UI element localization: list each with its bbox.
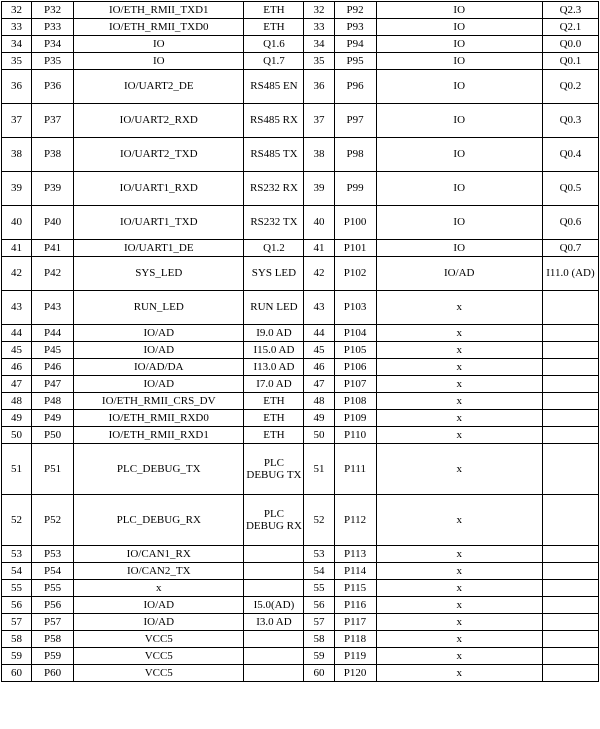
row-no-left: 35	[2, 53, 32, 70]
row-signal-right	[542, 648, 598, 665]
row-pin-left: P59	[32, 648, 74, 665]
table-row	[2, 359, 599, 376]
row-function-left: IO/CAN2_TX	[74, 563, 244, 580]
row-function-right: IO	[376, 206, 542, 240]
row-signal-right	[542, 546, 598, 563]
row-signal-left: I3.0 AD	[244, 614, 304, 631]
table-row	[2, 648, 599, 665]
row-pin-right: P109	[334, 410, 376, 427]
row-no-right: 44	[304, 325, 334, 342]
row-signal-right: Q0.7	[542, 240, 598, 257]
row-function-right: IO	[376, 36, 542, 53]
table-body	[2, 2, 599, 682]
table-row	[2, 427, 599, 444]
row-signal-right	[542, 325, 598, 342]
table-row	[2, 138, 599, 172]
row-signal-right: I11.0 (AD)	[542, 257, 598, 291]
row-function-right: x	[376, 648, 542, 665]
row-function-right: IO	[376, 104, 542, 138]
row-no-right: 51	[304, 444, 334, 495]
row-pin-right: P98	[334, 138, 376, 172]
row-pin-left: P38	[32, 138, 74, 172]
row-function-left: IO/UART2_DE	[74, 70, 244, 104]
row-function-right: x	[376, 359, 542, 376]
row-pin-right: P103	[334, 291, 376, 325]
row-pin-right: P105	[334, 342, 376, 359]
row-signal-right	[542, 580, 598, 597]
row-pin-right: P117	[334, 614, 376, 631]
row-function-right: x	[376, 393, 542, 410]
row-function-right: IO	[376, 240, 542, 257]
row-pin-left: P45	[32, 342, 74, 359]
row-function-right: x	[376, 376, 542, 393]
row-pin-left: P51	[32, 444, 74, 495]
row-function-left: IO/AD	[74, 376, 244, 393]
row-no-right: 55	[304, 580, 334, 597]
table-row	[2, 70, 599, 104]
row-signal-right	[542, 427, 598, 444]
table-row	[2, 410, 599, 427]
row-signal-left: RS232 RX	[244, 172, 304, 206]
row-pin-right: P111	[334, 444, 376, 495]
row-function-right: x	[376, 665, 542, 682]
row-pin-left: P50	[32, 427, 74, 444]
row-signal-left: Q1.7	[244, 53, 304, 70]
row-signal-left	[244, 563, 304, 580]
row-pin-right: P120	[334, 665, 376, 682]
row-no-left: 46	[2, 359, 32, 376]
row-no-left: 38	[2, 138, 32, 172]
row-function-left: IO/AD	[74, 325, 244, 342]
row-no-right: 42	[304, 257, 334, 291]
row-pin-left: P42	[32, 257, 74, 291]
row-no-left: 48	[2, 393, 32, 410]
row-function-left: IO/CAN1_RX	[74, 546, 244, 563]
row-pin-right: P97	[334, 104, 376, 138]
row-signal-right	[542, 665, 598, 682]
row-pin-left: P56	[32, 597, 74, 614]
row-pin-left: P33	[32, 19, 74, 36]
row-function-right: x	[376, 342, 542, 359]
row-signal-right	[542, 342, 598, 359]
row-signal-right	[542, 563, 598, 580]
row-pin-right: P107	[334, 376, 376, 393]
row-no-right: 57	[304, 614, 334, 631]
row-function-right: IO	[376, 172, 542, 206]
row-no-left: 39	[2, 172, 32, 206]
row-no-left: 47	[2, 376, 32, 393]
row-pin-right: P94	[334, 36, 376, 53]
row-no-right: 52	[304, 495, 334, 546]
row-no-right: 41	[304, 240, 334, 257]
row-function-right: IO	[376, 53, 542, 70]
row-function-left: VCC5	[74, 665, 244, 682]
row-no-right: 46	[304, 359, 334, 376]
table-row	[2, 444, 599, 495]
row-signal-left: RS485 EN	[244, 70, 304, 104]
row-no-left: 40	[2, 206, 32, 240]
row-pin-right: P100	[334, 206, 376, 240]
row-no-left: 52	[2, 495, 32, 546]
row-function-right: x	[376, 495, 542, 546]
row-pin-right: P113	[334, 546, 376, 563]
table-row	[2, 53, 599, 70]
row-no-left: 44	[2, 325, 32, 342]
row-signal-right	[542, 597, 598, 614]
row-signal-left: PLC DEBUG TX	[244, 444, 304, 495]
row-signal-left	[244, 631, 304, 648]
row-pin-left: P60	[32, 665, 74, 682]
table-row	[2, 206, 599, 240]
row-pin-left: P35	[32, 53, 74, 70]
row-signal-right	[542, 614, 598, 631]
row-pin-right: P99	[334, 172, 376, 206]
row-function-right: IO	[376, 19, 542, 36]
row-signal-left: SYS LED	[244, 257, 304, 291]
row-signal-right: Q0.1	[542, 53, 598, 70]
row-signal-right: Q0.4	[542, 138, 598, 172]
row-pin-right: P119	[334, 648, 376, 665]
row-signal-left: I13.0 AD	[244, 359, 304, 376]
row-pin-left: P32	[32, 2, 74, 19]
row-function-left: IO/ETH_RMII_TXD1	[74, 2, 244, 19]
row-pin-left: P36	[32, 70, 74, 104]
row-function-left: x	[74, 580, 244, 597]
row-no-right: 37	[304, 104, 334, 138]
row-signal-left: I5.0(AD)	[244, 597, 304, 614]
pin-assignment-sheet	[0, 1, 600, 729]
row-no-left: 58	[2, 631, 32, 648]
row-function-right: x	[376, 580, 542, 597]
table-row	[2, 546, 599, 563]
row-pin-left: P53	[32, 546, 74, 563]
row-no-left: 36	[2, 70, 32, 104]
row-signal-left	[244, 648, 304, 665]
row-no-left: 55	[2, 580, 32, 597]
row-no-right: 34	[304, 36, 334, 53]
row-function-left: PLC_DEBUG_RX	[74, 495, 244, 546]
row-signal-left: ETH	[244, 19, 304, 36]
row-function-left: IO/UART2_RXD	[74, 104, 244, 138]
row-function-right: x	[376, 563, 542, 580]
table-row	[2, 104, 599, 138]
row-pin-right: P112	[334, 495, 376, 546]
row-no-left: 45	[2, 342, 32, 359]
row-pin-right: P114	[334, 563, 376, 580]
table-row	[2, 665, 599, 682]
row-signal-left: ETH	[244, 393, 304, 410]
row-pin-left: P49	[32, 410, 74, 427]
row-no-right: 39	[304, 172, 334, 206]
row-no-left: 57	[2, 614, 32, 631]
row-no-right: 59	[304, 648, 334, 665]
pin-assignment-table	[1, 1, 599, 682]
row-function-left: IO/ETH_RMII_RXD0	[74, 410, 244, 427]
row-function-left: IO/AD	[74, 342, 244, 359]
row-pin-left: P52	[32, 495, 74, 546]
row-no-right: 38	[304, 138, 334, 172]
row-signal-right: Q0.3	[542, 104, 598, 138]
row-no-right: 40	[304, 206, 334, 240]
row-pin-left: P58	[32, 631, 74, 648]
row-function-left: IO/AD/DA	[74, 359, 244, 376]
table-row	[2, 376, 599, 393]
row-function-left: VCC5	[74, 631, 244, 648]
row-function-right: x	[376, 444, 542, 495]
table-row	[2, 291, 599, 325]
row-function-right: x	[376, 614, 542, 631]
row-signal-right	[542, 444, 598, 495]
row-no-left: 34	[2, 36, 32, 53]
row-signal-right: Q2.1	[542, 19, 598, 36]
row-signal-left	[244, 546, 304, 563]
row-signal-left: ETH	[244, 427, 304, 444]
row-signal-left: I7.0 AD	[244, 376, 304, 393]
row-pin-right: P104	[334, 325, 376, 342]
table-row	[2, 172, 599, 206]
row-signal-left: RS485 TX	[244, 138, 304, 172]
row-no-left: 32	[2, 2, 32, 19]
table-row	[2, 2, 599, 19]
row-no-right: 47	[304, 376, 334, 393]
row-no-right: 45	[304, 342, 334, 359]
row-pin-left: P54	[32, 563, 74, 580]
row-pin-right: P118	[334, 631, 376, 648]
row-signal-right	[542, 359, 598, 376]
row-pin-left: P37	[32, 104, 74, 138]
row-no-right: 56	[304, 597, 334, 614]
row-function-left: IO/AD	[74, 614, 244, 631]
row-function-right: x	[376, 427, 542, 444]
row-pin-left: P43	[32, 291, 74, 325]
row-pin-left: P48	[32, 393, 74, 410]
row-no-right: 33	[304, 19, 334, 36]
table-row	[2, 495, 599, 546]
row-no-left: 51	[2, 444, 32, 495]
row-no-left: 42	[2, 257, 32, 291]
row-no-right: 43	[304, 291, 334, 325]
row-signal-left: PLC DEBUG RX	[244, 495, 304, 546]
table-row	[2, 342, 599, 359]
row-no-right: 32	[304, 2, 334, 19]
row-signal-left: RUN LED	[244, 291, 304, 325]
row-pin-right: P95	[334, 53, 376, 70]
row-signal-left	[244, 665, 304, 682]
row-pin-left: P34	[32, 36, 74, 53]
row-pin-left: P44	[32, 325, 74, 342]
row-signal-left: I9.0 AD	[244, 325, 304, 342]
row-pin-right: P101	[334, 240, 376, 257]
table-row	[2, 36, 599, 53]
row-no-left: 60	[2, 665, 32, 682]
row-function-left: IO/UART2_TXD	[74, 138, 244, 172]
table-row	[2, 240, 599, 257]
row-signal-right: Q0.0	[542, 36, 598, 53]
row-no-left: 54	[2, 563, 32, 580]
row-signal-left: RS485 RX	[244, 104, 304, 138]
row-function-right: IO	[376, 70, 542, 104]
table-row	[2, 631, 599, 648]
row-pin-left: P39	[32, 172, 74, 206]
row-signal-right: Q0.5	[542, 172, 598, 206]
row-no-left: 33	[2, 19, 32, 36]
row-pin-left: P57	[32, 614, 74, 631]
row-function-left: SYS_LED	[74, 257, 244, 291]
table-row	[2, 325, 599, 342]
table-row	[2, 563, 599, 580]
row-signal-right	[542, 495, 598, 546]
row-function-left: IO	[74, 53, 244, 70]
row-signal-left: RS232 TX	[244, 206, 304, 240]
row-no-right: 35	[304, 53, 334, 70]
row-signal-right: Q0.2	[542, 70, 598, 104]
row-function-left: IO/UART1_DE	[74, 240, 244, 257]
row-no-right: 58	[304, 631, 334, 648]
row-pin-right: P102	[334, 257, 376, 291]
row-pin-right: P92	[334, 2, 376, 19]
row-function-left: VCC5	[74, 648, 244, 665]
row-no-left: 50	[2, 427, 32, 444]
row-no-right: 54	[304, 563, 334, 580]
row-function-left: IO/UART1_TXD	[74, 206, 244, 240]
row-no-right: 50	[304, 427, 334, 444]
table-row	[2, 19, 599, 36]
row-pin-right: P93	[334, 19, 376, 36]
row-no-right: 48	[304, 393, 334, 410]
row-pin-left: P41	[32, 240, 74, 257]
row-pin-left: P55	[32, 580, 74, 597]
row-function-left: PLC_DEBUG_TX	[74, 444, 244, 495]
row-signal-right	[542, 410, 598, 427]
row-function-right: x	[376, 597, 542, 614]
row-function-right: x	[376, 631, 542, 648]
row-no-right: 36	[304, 70, 334, 104]
row-no-left: 59	[2, 648, 32, 665]
row-signal-left: Q1.6	[244, 36, 304, 53]
row-function-left: IO/UART1_RXD	[74, 172, 244, 206]
table-row	[2, 393, 599, 410]
row-signal-right	[542, 376, 598, 393]
row-signal-left	[244, 580, 304, 597]
row-function-right: IO	[376, 2, 542, 19]
row-no-right: 49	[304, 410, 334, 427]
row-function-left: RUN_LED	[74, 291, 244, 325]
row-signal-right	[542, 393, 598, 410]
table-row	[2, 257, 599, 291]
row-signal-right: Q0.6	[542, 206, 598, 240]
row-function-right: x	[376, 325, 542, 342]
row-no-left: 53	[2, 546, 32, 563]
row-signal-left: Q1.2	[244, 240, 304, 257]
row-function-left: IO/ETH_RMII_CRS_DV	[74, 393, 244, 410]
row-signal-right	[542, 631, 598, 648]
row-pin-left: P40	[32, 206, 74, 240]
row-pin-right: P115	[334, 580, 376, 597]
table-row	[2, 614, 599, 631]
row-function-left: IO	[74, 36, 244, 53]
table-row	[2, 580, 599, 597]
row-function-right: x	[376, 410, 542, 427]
row-function-right: IO	[376, 138, 542, 172]
row-pin-right: P110	[334, 427, 376, 444]
row-signal-left: ETH	[244, 2, 304, 19]
row-no-left: 49	[2, 410, 32, 427]
row-pin-right: P106	[334, 359, 376, 376]
row-pin-right: P96	[334, 70, 376, 104]
row-no-left: 37	[2, 104, 32, 138]
row-no-left: 43	[2, 291, 32, 325]
row-pin-right: P108	[334, 393, 376, 410]
row-pin-left: P47	[32, 376, 74, 393]
row-function-left: IO/AD	[74, 597, 244, 614]
row-no-left: 41	[2, 240, 32, 257]
row-signal-left: I15.0 AD	[244, 342, 304, 359]
row-function-right: x	[376, 291, 542, 325]
row-function-right: x	[376, 546, 542, 563]
row-function-left: IO/ETH_RMII_RXD1	[74, 427, 244, 444]
table-row	[2, 597, 599, 614]
row-signal-right: Q2.3	[542, 2, 598, 19]
row-no-right: 60	[304, 665, 334, 682]
row-signal-right	[542, 291, 598, 325]
row-no-right: 53	[304, 546, 334, 563]
row-function-right: IO/AD	[376, 257, 542, 291]
row-no-left: 56	[2, 597, 32, 614]
row-pin-right: P116	[334, 597, 376, 614]
row-function-left: IO/ETH_RMII_TXD0	[74, 19, 244, 36]
row-signal-left: ETH	[244, 410, 304, 427]
row-pin-left: P46	[32, 359, 74, 376]
